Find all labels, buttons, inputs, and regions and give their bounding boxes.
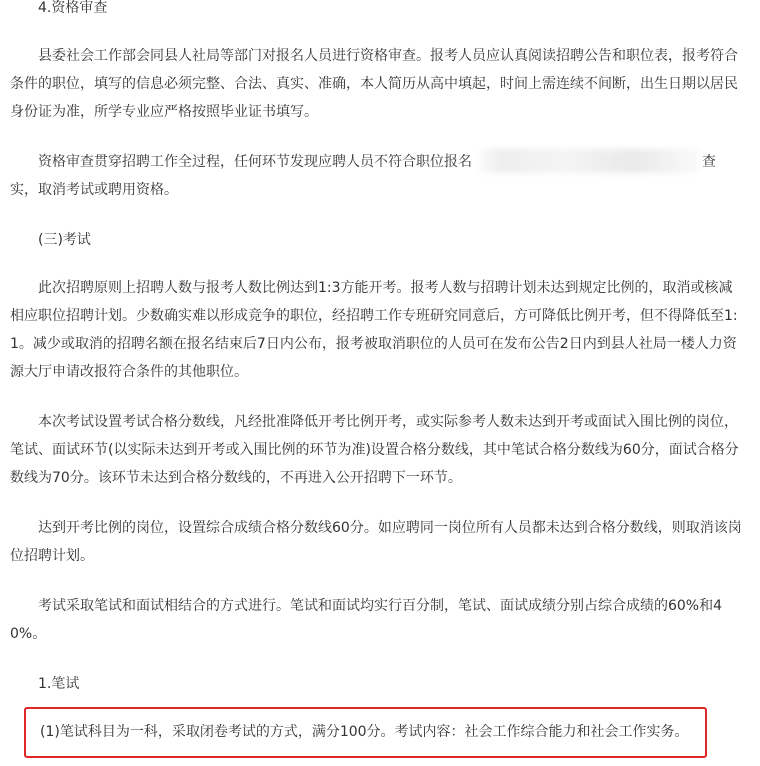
paragraph-exam-1: 此次招聘原则上招聘人数与报考人数比例达到1:3方能开考。报考人数与招聘计划未达到规定比例的，取消或核减相应职位招聘计划。少数确实难以形成竞争的职位，经招聘工作专班研究同意后，方可降低比例开考，但不得降低至1:1。减少或取消的招聘名额在报名结束后7日内公布，报考被取消职位的人员可在发布公告2日内到县人社局一楼人力资源大厅申请改报符合条件的其他职位。	[10, 280, 738, 380]
section-heading-written: 1.笔试	[38, 676, 80, 692]
paragraph-exam-4: 考试采取笔试和面试相结合的方式进行。笔试和面试均实行百分制，笔试、面试成绩分别占综合成绩的60%和40%。	[10, 598, 723, 642]
section-heading-qualification: 4.资格审查	[38, 0, 108, 16]
paragraph-qualification-2-line2: 实，取消考试或聘用资格。	[10, 182, 178, 198]
paragraph-exam-3: 达到开考比例的岗位，设置综合成绩合格分数线60分。如应聘同一岗位所有人员都未达到合格分数线，则取消该岗位招聘计划。	[10, 520, 742, 564]
section-heading-exam: (三)考试	[38, 232, 91, 248]
paragraph-qualification-1: 县委社会工作部会同县人社局等部门对报名人员进行资格审查。报考人员应认真阅读招聘公告和职位表，报考符合条件的职位，填写的信息必须完整、合法、真实、准确，本人简历从高中填起，时间上需连续不间断，出生日期以居民身份证为准，所学专业应严格按照毕业证书填写。	[10, 48, 738, 120]
paragraph-written-1: (1)笔试科目为一科，采取闭卷考试的方式，满分100分。考试内容：社会工作综合能力和社会工作实务。	[40, 724, 689, 740]
blurred-redaction	[478, 149, 700, 173]
paragraph-exam-2: 本次考试设置考试合格分数线，凡经批准降低开考比例开考，或实际参考人数未达到开考或面试入围比例的岗位，笔试、面试环节(以实际未达到开考或入围比例的环节为准)设置合格分数线，其中笔试合格分数线为60分，面试合格分数线为70分。该环节未达到合格分数线的，不再进入公开招聘下一环节。	[10, 414, 739, 486]
paragraph-qualification-2-line1: 资格审查贯穿招聘工作全过程，任何环节发现应聘人员不符合职位报名	[38, 154, 472, 170]
paragraph-qualification-2-end: 查	[702, 154, 716, 170]
